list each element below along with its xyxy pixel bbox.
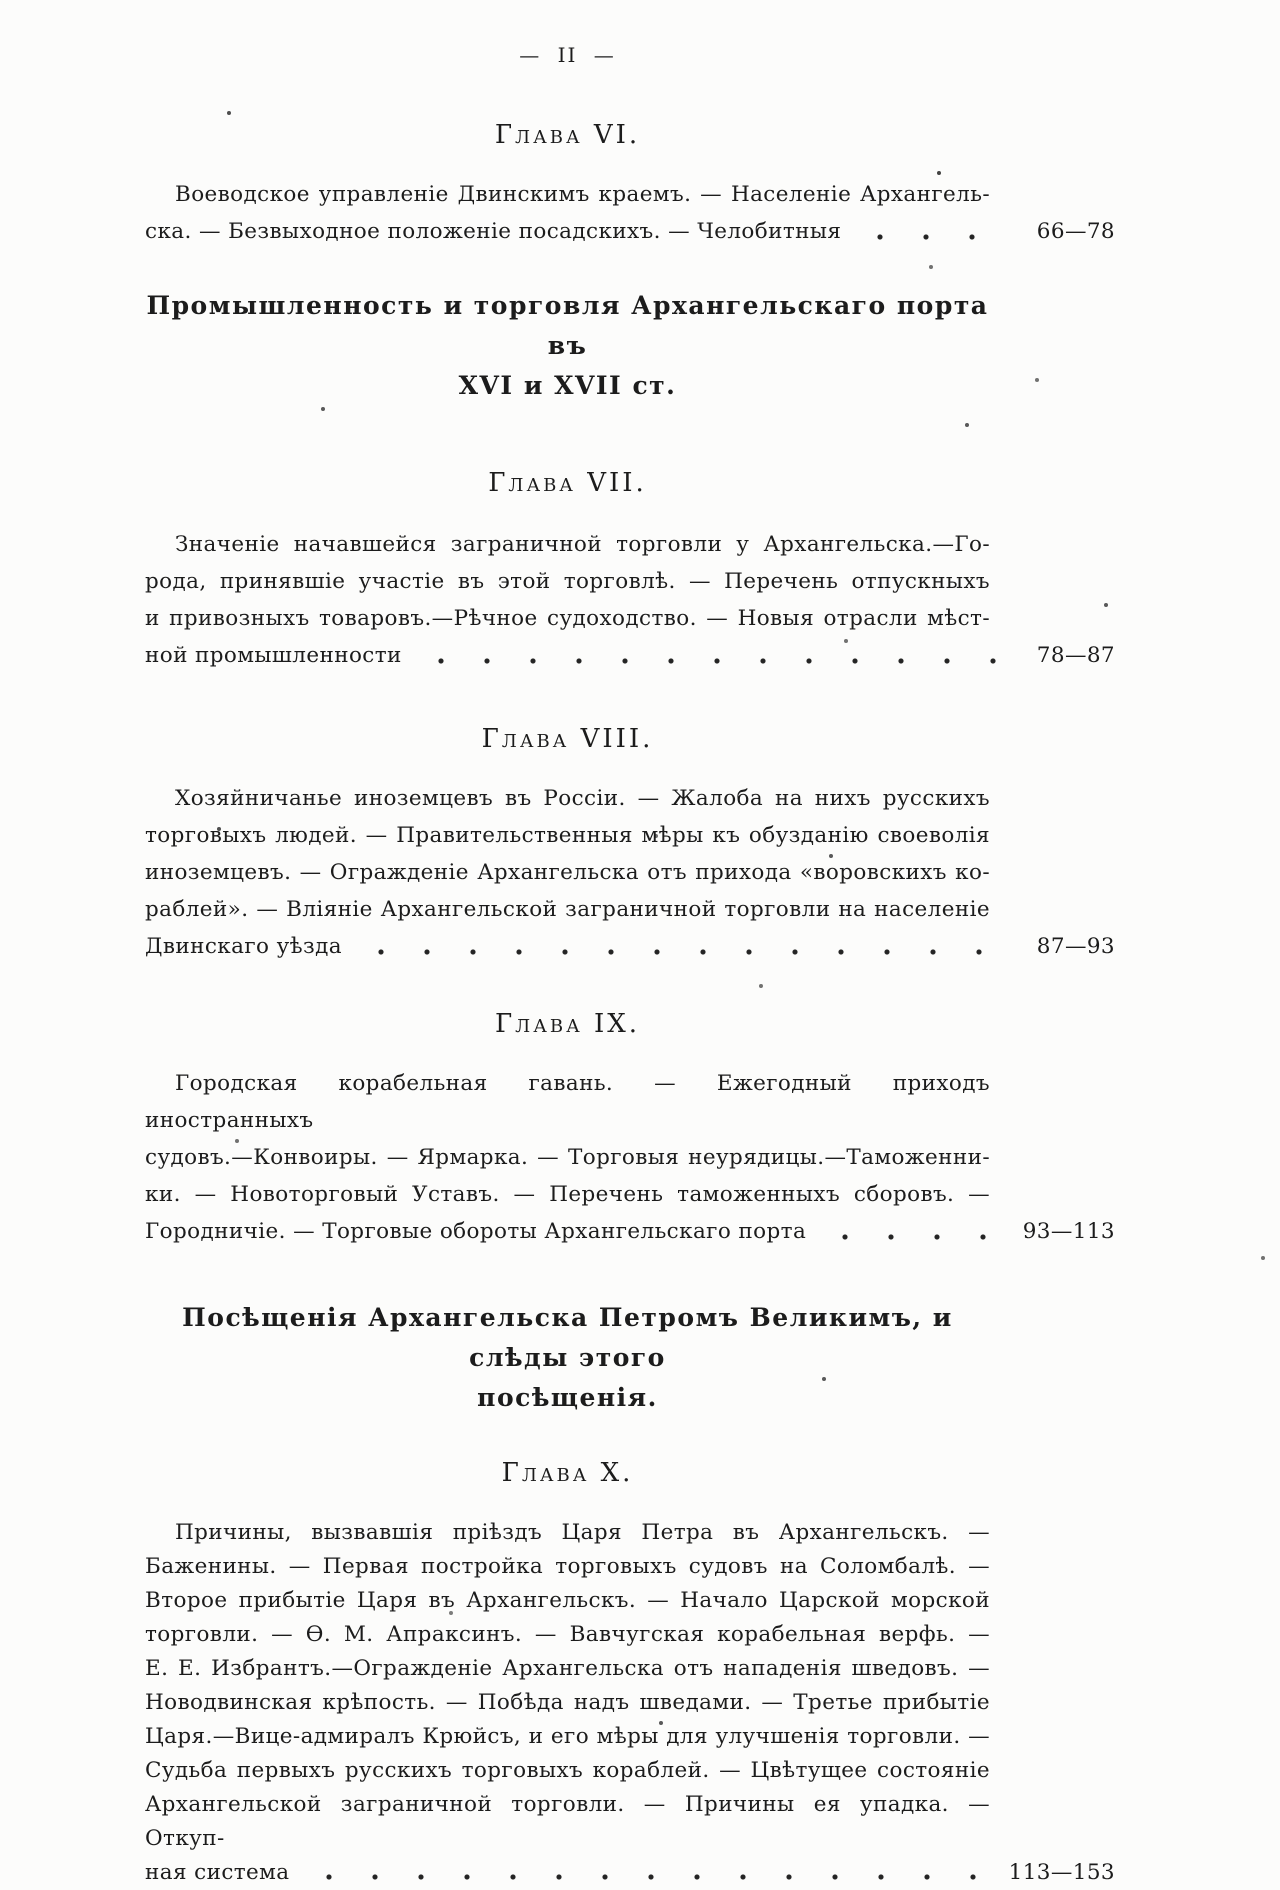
page-range: 93—113 [1022, 1219, 1115, 1244]
page-range: 87—93 [1036, 934, 1115, 959]
toc-entry-chapter-9 [145, 1009, 1115, 1250]
chapter-7-summary [145, 526, 1115, 674]
summary-line: Судьба первыхъ русскихъ торговыхъ кораблей. — Цвѣтущее состояніе [145, 1758, 990, 1783]
dot-leader [418, 637, 1011, 674]
summary-last-line [145, 928, 1115, 965]
scan-speckles [0, 0, 2, 2]
folio-page-number: — II — [519, 43, 616, 67]
dot-leader [306, 1856, 983, 1890]
summary-line: Второе прибытіе Царя въ Архангельскъ. — Начало Царской морской [145, 1588, 990, 1613]
page-range: 78—87 [1036, 643, 1115, 668]
summary-line: Воеводское управленіе Двинскимъ краемъ. — Населеніе Архангель- [175, 182, 990, 207]
summary-line: ной промышленности [145, 643, 402, 668]
page-range: 113—153 [1008, 1860, 1115, 1885]
chapter-6-heading: Глава VI. [494, 120, 641, 150]
summary-line: и привозныхъ товаровъ.—Рѣчное судоходство. — Новыя отрасли мѣст- [145, 606, 990, 631]
summary-last-line [145, 213, 1115, 250]
summary-line: торговли. — Ѳ. М. Апраксинъ. — Вавчугская корабельная верфь. — [145, 1622, 990, 1647]
summary-line: судовъ.—Конвоиры. — Ярмарка. — Торговыя неурядицы.—Таможенни- [145, 1145, 990, 1170]
summary-line: Царя.—Вице-адмиралъ Крюйсъ, и его мѣры для улучшенія торговли. — [145, 1724, 990, 1749]
part-title-line: посѣщенія. [477, 1383, 658, 1412]
summary-line: Городничіе. — Торговые обороты Архангельскаго порта [145, 1219, 807, 1244]
summary-last-line [145, 1856, 1115, 1890]
summary-line: Двинскаго уѣзда [145, 934, 342, 959]
summary-line: Новодвинская крѣпость. — Побѣда надъ шведами. — Третье прибытіе [145, 1690, 990, 1715]
chapter-9-heading: Глава IX. [494, 1009, 641, 1039]
part-title-line: Посѣщенія Архангельска Петромъ Великимъ, и слѣды этого [182, 1303, 953, 1372]
chapter-7-heading: Глава VII. [488, 468, 647, 498]
toc-entry-chapter-8 [145, 724, 1115, 965]
summary-line: ска. — Безвыходное положеніе посадскихъ. — Челобитныя [145, 219, 842, 244]
summary-line: торговыхъ людей. — Правительственныя мѣры къ обузданію своеволія [145, 823, 990, 848]
dot-leader [822, 1213, 997, 1250]
part-title-line: XVI и XVII ст. [458, 371, 677, 400]
chapter-10-heading: Глава X. [501, 1458, 634, 1488]
chapter-8-heading: Глава VIII. [481, 724, 654, 754]
part-title-line: Промышленность и торговля Архангельскаго порта въ [146, 291, 989, 360]
summary-line: Баженины. — Первая постройка торговыхъ судовъ на Соломбалѣ. — [145, 1554, 990, 1579]
toc-entry-chapter-7 [145, 468, 1115, 674]
part-title-peter-visits [145, 1298, 990, 1418]
summary-line: Е. Е. Избрантъ.—Огражденіе Архангельска отъ нападенія шведовъ. — [145, 1656, 990, 1681]
summary-line: иноземцевъ. — Огражденіе Архангельска отъ прихода «воровскихъ ко- [145, 860, 990, 885]
summary-line: ки. — Новоторговый Уставъ. — Перечень таможенныхъ сборовъ. — [145, 1182, 990, 1207]
chapter-9-summary [145, 1065, 1115, 1250]
part-title-industry-trade [145, 286, 990, 406]
chapter-8-summary [145, 780, 1115, 965]
page-range: 66—78 [1036, 219, 1115, 244]
summary-line: ная система [145, 1860, 290, 1885]
summary-line: Причины, вызвавшія пріѣздъ Царя Петра въ Архангельскъ. — [175, 1520, 990, 1545]
summary-line: Хозяйничанье иноземцевъ въ Россіи. — Жалоба на нихъ русскихъ [175, 786, 990, 811]
summary-line: Архангельской заграничной торговли. — Причины ея упадка. — Откуп- [145, 1792, 990, 1851]
summary-line: раблей». — Вліяніе Архангельской заграничной торговли на населеніе [145, 897, 990, 922]
chapter-6-summary [145, 176, 1115, 250]
chapter-10-summary [145, 1516, 1115, 1890]
summary-last-line [145, 637, 1115, 674]
toc-entry-chapter-6 [145, 120, 1115, 250]
summary-line: рода, принявшіе участіе въ этой торговлѣ. — Перечень отпускныхъ [145, 569, 990, 594]
dot-leader [857, 213, 1010, 250]
toc-entry-chapter-10 [145, 1458, 1115, 1890]
dot-leader [358, 928, 1011, 965]
summary-line: Значеніе начавшейся заграничной торговли у Архангельска.—Го- [175, 532, 990, 557]
summary-line: Городская корабельная гавань. — Ежегодный приходъ иностранныхъ [145, 1071, 990, 1133]
summary-last-line [145, 1213, 1115, 1250]
